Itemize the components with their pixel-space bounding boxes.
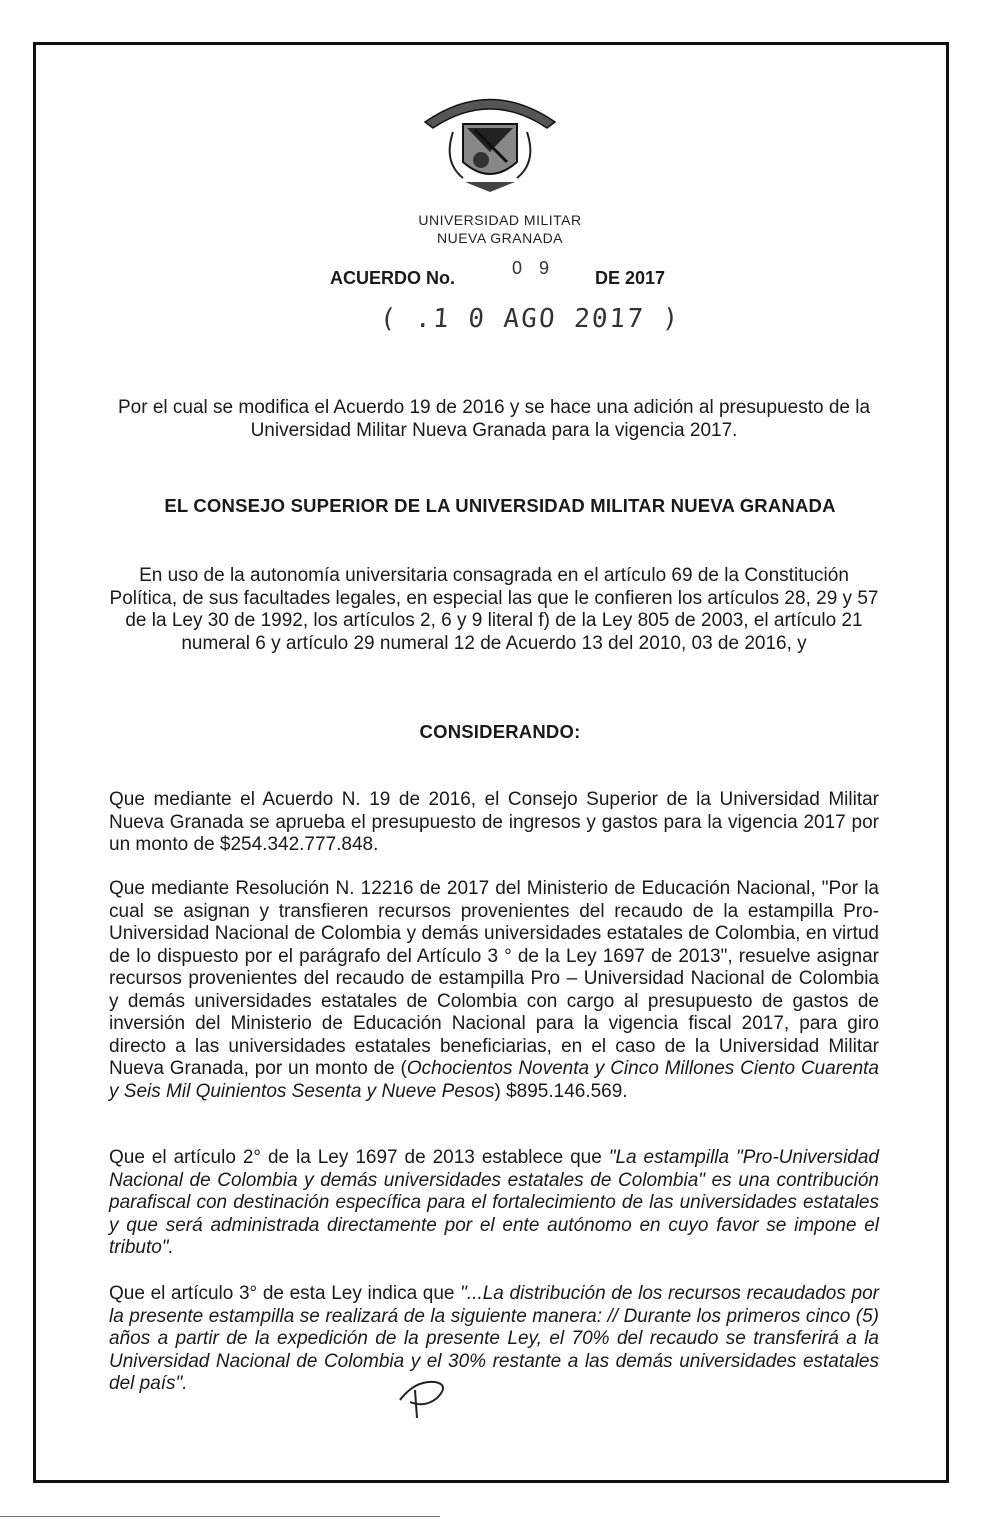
initials-signature	[395, 1370, 455, 1420]
considerando-4-quote: "...La distribución de los recursos recaudados por la presente estampilla se realizará de la siguiente manera: // Durante los primeros cinco (5) años a partir de la expedición de la presente Ley, el 70% del recaudo se transferirá a la Universidad Nacional de Colombia y el 30% restante a las demás universidades estatales del país".	[109, 1283, 879, 1394]
acuerdo-year: DE 2017	[595, 268, 666, 288]
considerando-2-amount: ) $895.146.569.	[494, 1080, 628, 1102]
considerando-4-text: Que el artículo 3° de esta Ley indica que	[109, 1283, 461, 1304]
university-crest-logo	[415, 82, 565, 202]
institution-line-1: UNIVERSIDAD MILITAR	[418, 212, 582, 228]
page-border	[33, 42, 949, 1483]
institution-line-2: NUEVA GRANADA	[436, 230, 564, 246]
considerando-title: CONSIDERANDO:	[419, 721, 581, 742]
considerando-3-text: Que el artículo 2° de la Ley 1697 de 2013 establece que	[109, 1147, 609, 1168]
council-title: EL CONSEJO SUPERIOR DE LA UNIVERSIDAD MILITAR NUEVA GRANADA	[164, 495, 836, 516]
considerando-4	[109, 1283, 879, 1396]
considerando-2-text: Que mediante Resolución N. 12216 de 2017 del Ministerio de Educación Nacional, "Por la cual se asignan y transfieren recursos provenientes del recaudo de la estampilla Pro-Universidad Nacional de Colombia y demás universidades estatales de Colombia, en virtud de lo dispuesto por el parágrafo del Artículo 3 ° de la Ley 1697 de 2013", resuelve asignar recursos provenientes del recaudo de estampilla Pro – Universidad Nacional de Colombia y demás universidades estatales de Colombia con cargo al presupuesto de gastos de inversión del Ministerio de Educación Nacional para la vigencia fiscal 2017, para giro directo a las universidades estatales beneficiarias, en el caso de la Universidad Militar Nueva Granada, por un monto de (	[109, 878, 879, 1079]
considerando-2	[109, 878, 879, 1103]
subject-paragraph: Por el cual se modifica el Acuerdo 19 de 2016 y se hace una adición al presupuesto de la Universidad Militar Nueva Granada para la vigencia 2017.	[117, 397, 871, 441]
considerando-2-amount-words: Ochocientos Noventa y Cinco Millones Ciento Cuarenta y Seis Mil Quinientos Sesenta y Nueve Pesos	[109, 1058, 879, 1102]
acuerdo-label: ACUERDO No.	[330, 268, 455, 288]
considerando-1: Que mediante el Acuerdo N. 19 de 2016, el Consejo Superior de la Universidad Militar Nueva Granada se aprueba el presupuesto de ingresos y gastos para la vigencia 2017 por un monto de $254.342.777.848.	[109, 789, 879, 855]
considerando-3	[109, 1147, 879, 1260]
bottom-scan-line	[0, 1516, 440, 1517]
date-stamp: ( .1 0 AGO 2017 )	[378, 304, 682, 334]
acuerdo-number: 0 9	[512, 258, 556, 278]
authority-paragraph: En uso de la autonomía universitaria consagrada en el artículo 69 de la Constitución Política, de sus facultades legales, en especial las que le confieren los artículos 28, 29 y 57 de la Ley 30 de 1992, los artículos 2, 6 y 9 literal f) de la Ley 805 de 2003, el artículo 21 numeral 6 y artículo 29 numeral 12 de Acuerdo 13 del 2010, 03 de 2016, y	[109, 565, 879, 654]
considerando-3-quote: "La estampilla "Pro-Universidad Nacional de Colombia y demás universidades estatales de Colombia" es una contribución parafiscal con destinación específica para el fortalecimiento de las universidades estatales y que será administrada directamente por el ente autónomo en cuyo favor se impone el tributo".	[109, 1147, 879, 1258]
